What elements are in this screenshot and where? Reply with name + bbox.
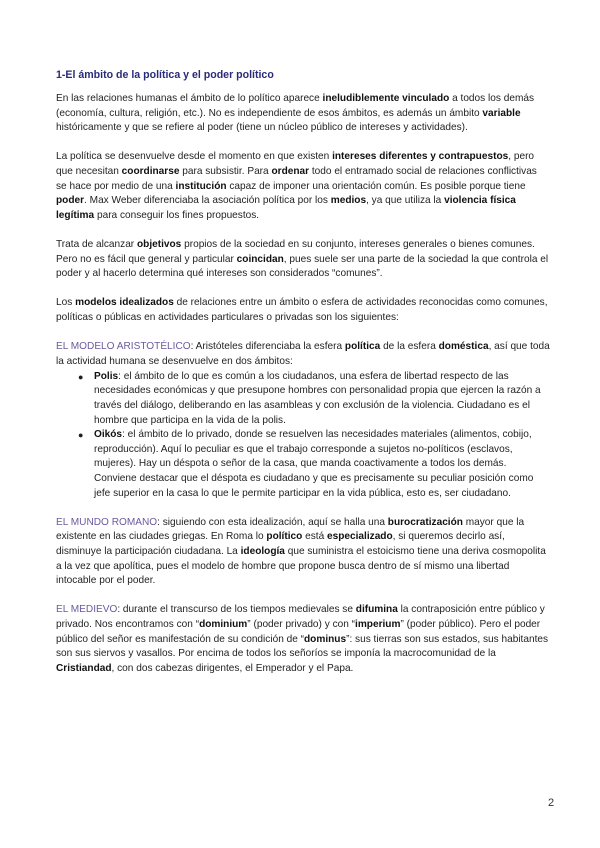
bold-term: burocratización [387, 516, 463, 528]
paragraph-roman-world [56, 516, 550, 589]
bold-term: ineludiblemente vinculado [322, 93, 450, 104]
bold-term: política [344, 341, 381, 353]
bold-term: dominus [304, 633, 347, 645]
text: , pero que necesitan [56, 151, 535, 177]
paragraph-objectives [56, 238, 550, 282]
list-item-oikos [56, 428, 550, 501]
bold-term: Oikós [94, 429, 123, 441]
bold-term: ideología [240, 546, 285, 557]
paragraph-middle-ages [56, 603, 550, 676]
text: , si queremos decirlo así, disminuye la participación ciudadana. La [56, 531, 505, 557]
bold-term: político [266, 531, 303, 543]
bold-term: objetivos [136, 238, 182, 250]
bold-term: medios [330, 195, 367, 207]
text: que suministra el estoicismo tiene una deriva cosmopolita a la vez que apolítica, pues el modelo de hombre que propone busca dentro de sí mismo una libertad intocable por el poder. [56, 546, 546, 587]
text: está [302, 531, 327, 543]
text: a todos los demás (economía, cultura, religión, etc.). No es independiente de esos ámbitos, es además un ámbito [56, 93, 535, 119]
text: , así que toda la actividad humana se desenvuelve en dos ámbitos: [56, 341, 550, 367]
text: , con dos cabezas dirigentes, el Emperador y el Papa. [111, 662, 354, 674]
bullet-icon: ● [78, 371, 84, 382]
text: todo el entramado social de relaciones conflictivas se hace por medio de una [56, 165, 537, 192]
text: de la esfera [380, 341, 439, 353]
bold-term: difumina [355, 604, 398, 616]
text: , ya que utiliza la [366, 195, 445, 207]
text: ”: sus tierras son sus estados, sus habitantes son sus siervos y vasallos. Por encima de todos los señoríos se imponía la macrocomunidad de la [56, 633, 549, 660]
text: para conseguir los fines propuestos. [94, 209, 260, 221]
bold-term: doméstica [438, 341, 489, 353]
text: : el ámbito de lo que es común a los ciudadanos, una esfera de libertad respecto de las necesidades económicas y que presupone hombres con personalidad propia que ejercen la razón a través del diálogo, deliberando en las asambleas y con exclusión de la violencia. Ciudadano es el hombre que participa en la vida de la polis. [94, 370, 541, 426]
paragraph-aristotelian-model [56, 340, 550, 369]
bold-term: institución [175, 180, 227, 192]
bold-term: imperium [355, 618, 401, 630]
text: capaz de imponer una orientación común. Es posible porque tiene [226, 180, 526, 192]
text: ” (poder público). Pero el poder público del señor es manifestación de su condición de “ [56, 618, 541, 645]
bold-term: coordinarse [121, 165, 180, 177]
bullet-list [56, 370, 550, 501]
text: de relaciones entre un ámbito o esfera de actividades reconocidas como comunes, políticas o públicas en actividades particulares o privadas son los siguientes: [56, 297, 548, 323]
bold-term: modelos idealizados [75, 297, 174, 309]
text: propios de la sociedad en su conjunto, intereses generales o bienes comunes. Pero no es fácil que general y particular [56, 238, 535, 265]
bold-term: dominium [199, 618, 248, 630]
text: mayor que la existente en las ciudades griegas. En Roma lo [56, 516, 525, 543]
text: ” (poder privado) y con “ [247, 618, 356, 630]
list-item-polis [56, 370, 550, 428]
paragraph-politics-scope [56, 92, 550, 136]
bold-term: variable [482, 107, 521, 119]
text: La política se desenvuelve desde el momento en que existen [56, 151, 333, 163]
bold-term: ordenar [271, 165, 310, 177]
bold-term: poder [56, 195, 85, 207]
bold-term: Polis [94, 370, 119, 382]
text: Los [56, 297, 76, 309]
text: Trata de alcanzar [56, 238, 137, 250]
paragraph-politics-interests [56, 150, 550, 223]
text: . Max Weber diferenciaba la asociación política por los [84, 195, 331, 207]
bold-term: violencia física legítima [56, 195, 516, 221]
subsection-title: EL MUNDO ROMANO [56, 516, 158, 528]
bold-term: coincidan [236, 253, 284, 265]
text: , pues suele ser una parte de la sociedad la que controla el poder y al hacerlo determina qué intereses son considerados “comunes”. [56, 253, 549, 280]
text: : siguiendo con esta idealización, aquí se halla una [157, 516, 388, 528]
bullet-icon: ● [78, 430, 84, 441]
text: para subsistir. Para [179, 165, 272, 177]
paragraph-models-intro [56, 296, 550, 325]
text: históricamente y que se refiere al poder (tiene un núcleo público de intereses y actividades). [56, 122, 468, 134]
text: : el ámbito de lo privado, donde se resuelven las necesidades materiales (alimentos, cobijo, reproducción). Aquí lo peculiar es que el trabajo corresponde a sujetos no-políticos (esclavos, mujeres). Hay un déspota o señor de la casa, que manda coactivamente a todos los demás. Conviene destacar que el déspota es ciudadano y que es precisamente su peculiar posición como jefe superior en la casa lo que le permite participar en la vida pública, esto es, ser ciudadano. [94, 429, 534, 499]
page-number: 2 [548, 797, 555, 809]
bold-term: intereses diferentes y contrapuestos [332, 151, 509, 163]
document-page [56, 68, 550, 691]
bold-term: especializado [327, 531, 393, 543]
text: En las relaciones humanas el ámbito de lo político aparece [56, 93, 323, 104]
text: : Aristóteles diferenciaba la esfera [190, 341, 345, 353]
section-heading: 1-El ámbito de la política y el poder político [56, 69, 274, 81]
text: : durante el transcurso de los tiempos medievales se [117, 604, 356, 616]
text: la contraposición entre público y privado. Nos encontramos con “ [56, 604, 545, 630]
bold-term: Cristiandad [56, 662, 112, 674]
subsection-title: EL MEDIEVO [56, 604, 118, 616]
subsection-title: EL MODELO ARISTOTÉLICO [56, 341, 191, 353]
